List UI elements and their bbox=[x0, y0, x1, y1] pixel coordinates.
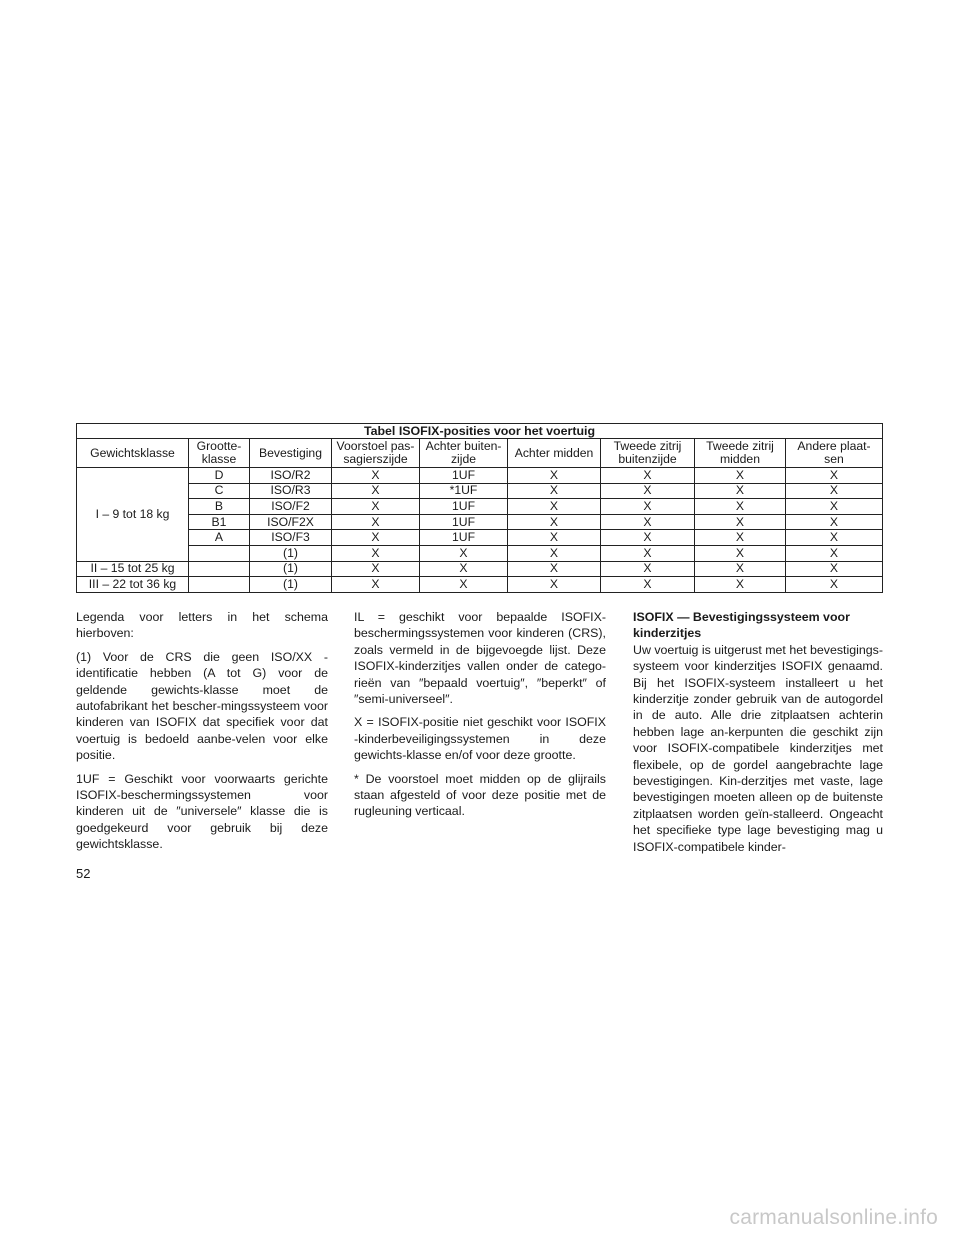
table-cell: X bbox=[601, 545, 695, 561]
table-cell: X bbox=[332, 483, 420, 499]
table-cell: ISO/R3 bbox=[250, 483, 332, 499]
header-rear-center: Achter midden bbox=[508, 439, 601, 468]
table-row bbox=[77, 530, 883, 546]
page-number: 52 bbox=[76, 866, 91, 881]
table-cell: X bbox=[695, 577, 786, 593]
table-cell: X bbox=[420, 545, 508, 561]
paragraph: * De voorstoel moet midden op de glijrails staan afgesteld of voor deze positie met de rugleuning verticaal. bbox=[354, 771, 606, 819]
table-title: Tabel ISOFIX-posities voor het voertuig bbox=[77, 424, 883, 439]
table-cell: X bbox=[601, 499, 695, 515]
table-cell: X bbox=[332, 499, 420, 515]
table-cell: X bbox=[508, 468, 601, 484]
table-cell: (1) bbox=[250, 561, 332, 577]
table-cell: *1UF bbox=[420, 483, 508, 499]
table-cell: X bbox=[332, 577, 420, 593]
table-cell: X bbox=[420, 577, 508, 593]
header-fixture: Bevestiging bbox=[250, 439, 332, 468]
legend-intro: Legenda voor letters in het schema hierboven: bbox=[76, 610, 328, 641]
header-weight-class: Gewichtsklasse bbox=[77, 439, 189, 468]
table-row bbox=[77, 577, 883, 593]
paragraph: Uw voertuig is uitgerust met het bevestigings-systeem voor kinderzitjes ISOFIX genaamd. Bij het ISOFIX-systeem installeert u het kinderzitje zonder gebruik van de autogordel in de auto. Alle drie zitplaatsen achterin hebben lage an-kerpunten die geschikt zijn voor ISOFIX-compatibele kinderzitjes met flexibele, op de gordel aangebrachte lage bevestigingen. Kin-derzitjes met vaste, lage bevestigingen moeten alleen op de buitenste zitplaatsen worden geïn-stalleerd. Ongeacht het specifieke type lage bevestiging mag u ISOFIX-compatibele kinder- bbox=[633, 642, 883, 854]
table-cell: X bbox=[786, 468, 883, 484]
table-cell: (1) bbox=[250, 545, 332, 561]
table-cell: X bbox=[695, 499, 786, 515]
table-cell: X bbox=[786, 545, 883, 561]
paragraph: X = ISOFIX-positie niet geschikt voor ISOFIX -kinderbeveiligingssystemen in deze gewichts-klasse en/of voor deze grootte. bbox=[354, 715, 606, 763]
table-cell: (1) bbox=[250, 577, 332, 593]
table-cell: X bbox=[508, 514, 601, 530]
watermark: carmanualsonline.info bbox=[729, 1206, 938, 1229]
table-cell: X bbox=[332, 530, 420, 546]
table-row bbox=[77, 545, 883, 561]
text-column-3 bbox=[633, 609, 883, 855]
weight-group-label: III – 22 tot 36 kg bbox=[77, 577, 189, 593]
header-size-class: Grootte-klasse bbox=[189, 439, 250, 468]
table-cell: X bbox=[332, 468, 420, 484]
table-row bbox=[77, 483, 883, 499]
header-other-positions: Andere plaat-sen bbox=[786, 439, 883, 468]
table-cell: ISO/F2 bbox=[250, 499, 332, 515]
table-cell: X bbox=[601, 561, 695, 577]
table-cell bbox=[189, 577, 250, 593]
table-cell: X bbox=[601, 577, 695, 593]
table-cell: X bbox=[508, 561, 601, 577]
table-cell: X bbox=[695, 483, 786, 499]
table-cell: X bbox=[508, 483, 601, 499]
table-cell: D bbox=[189, 468, 250, 484]
table-cell: X bbox=[601, 468, 695, 484]
header-second-row-center: Tweede zitrij midden bbox=[695, 439, 786, 468]
table-cell: X bbox=[508, 545, 601, 561]
table-cell: X bbox=[601, 530, 695, 546]
table-cell: ISO/F2X bbox=[250, 514, 332, 530]
table-cell: X bbox=[695, 468, 786, 484]
text-column-1 bbox=[76, 609, 328, 860]
table-row bbox=[77, 468, 883, 484]
paragraph: 1UF = Geschikt voor voorwaarts gerichte ISOFIX-beschermingssystemen voor kinderen uit de ″universele″ klasse die is goedgekeurd voor gebruik bij deze gewichtsklasse. bbox=[76, 771, 328, 852]
table-cell: X bbox=[786, 483, 883, 499]
header-rear-outboard: Achter buiten-zijde bbox=[420, 439, 508, 468]
table-cell bbox=[189, 545, 250, 561]
table-row bbox=[77, 514, 883, 530]
table-cell: X bbox=[786, 530, 883, 546]
table-cell: X bbox=[508, 530, 601, 546]
table-cell: A bbox=[189, 530, 250, 546]
table-cell: B1 bbox=[189, 514, 250, 530]
weight-group-label: II – 15 tot 25 kg bbox=[77, 561, 189, 577]
table-cell: ISO/F3 bbox=[250, 530, 332, 546]
table-cell: X bbox=[508, 499, 601, 515]
paragraph: IL = geschikt voor bepaalde ISOFIX-beschermingssystemen voor kinderen (CRS), zoals vermeld in de bijgevoegde lijst. Deze ISOFIX-kinderzitjes vallen onder de catego-rieën van ″bepaald voertuig″, ″beperkt″ of ″semi-universeel″. bbox=[354, 610, 606, 707]
table-cell: X bbox=[786, 577, 883, 593]
table-cell: X bbox=[601, 514, 695, 530]
table-cell: X bbox=[332, 514, 420, 530]
table-cell: X bbox=[695, 545, 786, 561]
table-cell: 1UF bbox=[420, 514, 508, 530]
table-cell bbox=[189, 561, 250, 577]
table-cell: X bbox=[332, 561, 420, 577]
table-cell: X bbox=[695, 530, 786, 546]
table-row bbox=[77, 561, 883, 577]
table-cell: X bbox=[695, 514, 786, 530]
table-cell: X bbox=[786, 561, 883, 577]
table-row bbox=[77, 499, 883, 515]
table-cell: 1UF bbox=[420, 499, 508, 515]
table-cell: X bbox=[420, 561, 508, 577]
section-heading: ISOFIX — Bevestigingssysteem voor kinderzitjes bbox=[633, 610, 850, 641]
text-column-2 bbox=[354, 609, 606, 827]
table-cell: X bbox=[786, 514, 883, 530]
table-cell: X bbox=[695, 561, 786, 577]
table-cell: X bbox=[786, 499, 883, 515]
table-cell: B bbox=[189, 499, 250, 515]
paragraph: (1) Voor de CRS die geen ISO/XX -identificatie hebben (A tot G) voor de geldende gewichts-klasse moet de autofabrikant het bescher-mingssysteem voor kinderen van ISOFIX dat specifiek voor dat voertuig is bedoeld aanbe-velen voor elke positie. bbox=[76, 649, 328, 763]
header-second-row-outboard: Tweede zitrij buitenzijde bbox=[601, 439, 695, 468]
table-cell: X bbox=[508, 577, 601, 593]
isofix-positions-table bbox=[76, 423, 883, 593]
weight-group-label: I – 9 tot 18 kg bbox=[77, 468, 189, 562]
header-front-passenger: Voorstoel pas-sagierszijde bbox=[332, 439, 420, 468]
table-cell: ISO/R2 bbox=[250, 468, 332, 484]
table-cell: X bbox=[601, 483, 695, 499]
table-cell: 1UF bbox=[420, 530, 508, 546]
table-cell: C bbox=[189, 483, 250, 499]
table-cell: 1UF bbox=[420, 468, 508, 484]
table-cell: X bbox=[332, 545, 420, 561]
table-header-row bbox=[77, 439, 883, 468]
